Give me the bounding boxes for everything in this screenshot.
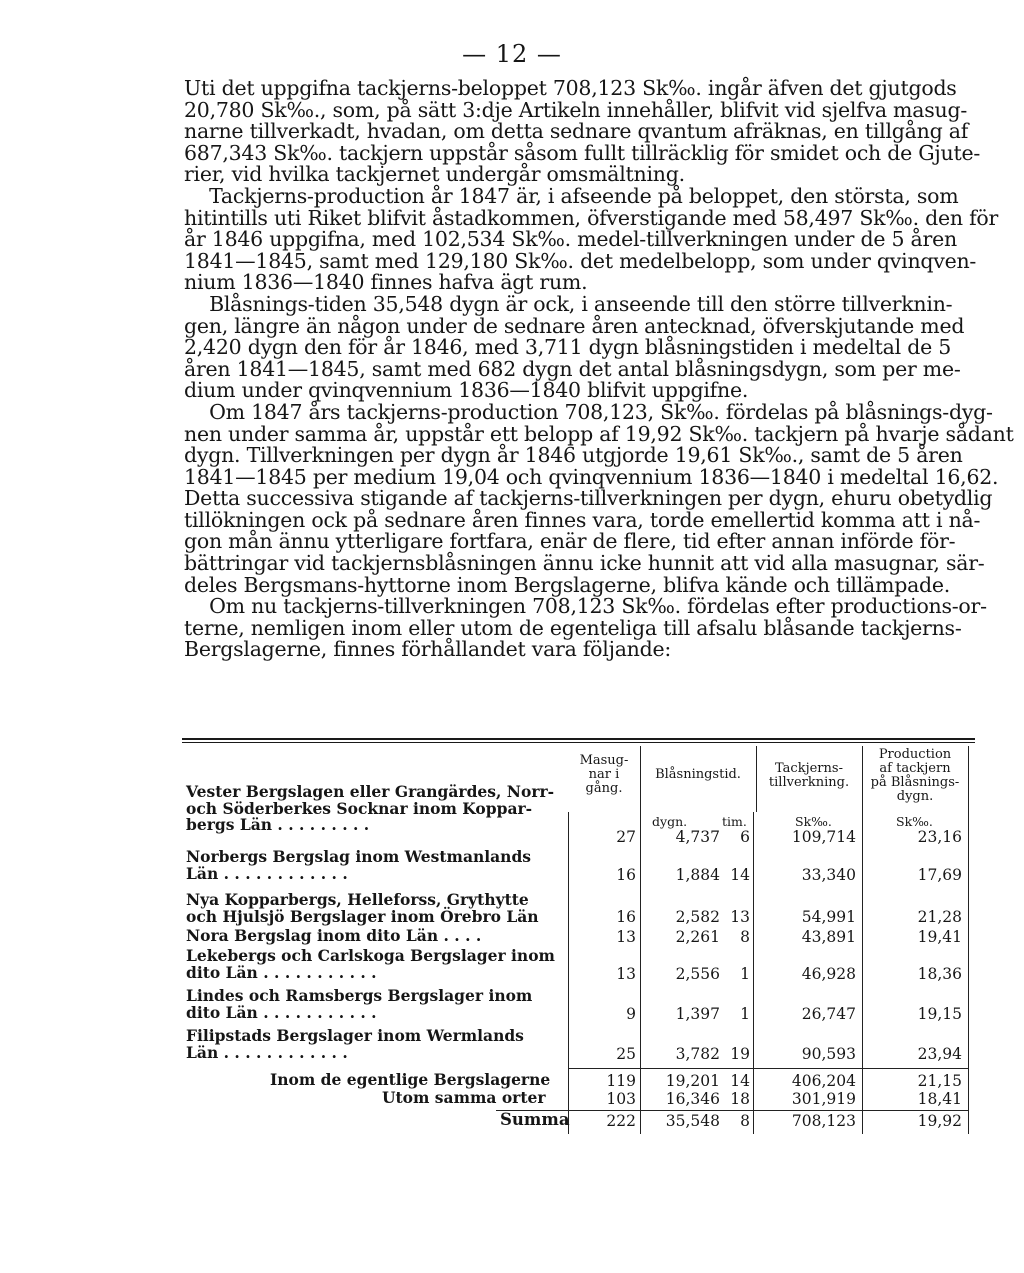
cell-tim: 1 xyxy=(740,965,750,983)
text-line: Detta successiva stigande af tackjerns-tillverkningen per dygn, ehuru obetydlig xyxy=(184,486,993,511)
table-row-label: Lindes och Ramsbergs Bergslager inom dito Län . . . . . . . . . . . xyxy=(186,986,533,1022)
cell-tim: 14 xyxy=(730,1072,750,1090)
text-line: Uti det uppgifna tackjerns-beloppet 708,123 Sk‰. ingår äfven det gjutgods xyxy=(184,76,957,100)
cell-dygn: 4,737 xyxy=(675,828,720,846)
table-row-label: Lekebergs och Carlskoga Bergslager inom dito Län . . . . . . . . . . . xyxy=(186,946,555,982)
cell-per-dygn: 21,28 xyxy=(917,908,962,926)
cell-dygn: 2,261 xyxy=(675,928,720,946)
cell-masugnar: 103 xyxy=(606,1090,636,1108)
text-line: terne, nemligen inom eller utom de egenteliga till afsalu blåsande tackjerns- xyxy=(184,615,962,640)
text-line: bättringar vid tackjernsblåsningen ännu icke hunnit att vid alla masugnar, sär- xyxy=(184,551,985,576)
text-line: gon mån ännu ytterligare fortfara, enär de flere, tid efter annan införde för- xyxy=(184,529,956,554)
text-line: deles Bergsmans-hyttorne inom Bergslagerne, blifva kände och tillämpade. xyxy=(184,572,951,597)
cell-per-dygn: 19,41 xyxy=(917,928,962,946)
cell-masugnar: 9 xyxy=(626,1005,636,1023)
cell-per-dygn: 19,92 xyxy=(917,1112,962,1130)
cell-tillverkning: 54,991 xyxy=(801,908,856,926)
cell-per-dygn: 18,41 xyxy=(917,1090,962,1108)
cell-masugnar: 27 xyxy=(616,828,636,846)
table-row-label: Norbergs Bergslag inom Westmanlands Län . . . . . . . . . . . . xyxy=(186,847,532,883)
cell-masugnar: 13 xyxy=(616,928,636,946)
header-production: Production af tackjern på Blåsnings- dygn. xyxy=(870,747,960,804)
table-row-label: Nora Bergslag inom dito Län . . . . xyxy=(186,926,482,945)
cell-per-dygn: 23,94 xyxy=(917,1045,962,1063)
cell-per-dygn: 17,69 xyxy=(917,866,962,884)
cell-per-dygn: 18,36 xyxy=(917,965,962,983)
unit-sk-per-dygn: Sk‰. xyxy=(896,814,933,829)
table-row-label: Filipstads Bergslager inom Wermlands Län . . . . . . . . . . . . xyxy=(186,1026,524,1062)
cell-dygn: 2,582 xyxy=(675,908,720,926)
cell-tim: 14 xyxy=(730,866,750,884)
cell-tim: 8 xyxy=(740,928,750,946)
header-blasningstid: Blåsningstid. xyxy=(655,767,741,782)
cell-dygn: 2,556 xyxy=(675,965,720,983)
page-number: — 12 — xyxy=(462,40,562,68)
text-line: 20,780 Sk‰., som, på sätt 3:dje Artikeln innehåller, blifvit vid sjelfva masug- xyxy=(184,97,967,122)
cell-masugnar: 13 xyxy=(616,965,636,983)
cell-dygn: 1,397 xyxy=(675,1005,720,1023)
table-row-label: Nya Kopparbergs, Helleforss, Grythytte och Hjulsjö Bergslager inom Örebro Län xyxy=(186,890,539,926)
cell-tillverkning: 90,593 xyxy=(801,1045,856,1063)
text-line: Bergslagerne, finnes förhållandet vara följande: xyxy=(184,637,672,662)
cell-tim: 6 xyxy=(740,828,750,846)
text-line: 687,343 Sk‰. tackjern uppstår såsom fullt tillräcklig för smidet och de Gjute- xyxy=(184,140,981,165)
text-line: narne tillverkadt, hvadan, om detta sednare qvantum afräknas, en tillgång af xyxy=(184,119,969,144)
column-line-dygn xyxy=(753,812,754,1134)
cell-tim: 19 xyxy=(730,1045,750,1063)
summa-label: Summa xyxy=(500,1110,570,1129)
cell-dygn: 3,782 xyxy=(675,1045,720,1063)
cell-per-dygn: 23,16 xyxy=(917,828,962,846)
cell-masugnar: 119 xyxy=(606,1072,636,1090)
text-line: Om 1847 års tackjerns-production 708,123, Sk‰. fördelas på blåsnings-dyg- xyxy=(184,399,993,424)
totals-rule xyxy=(568,1068,968,1069)
cell-tillverkning: 301,919 xyxy=(791,1090,856,1108)
production-table xyxy=(0,746,1024,1146)
cell-tillverkning: 708,123 xyxy=(791,1112,856,1130)
cell-masugnar: 16 xyxy=(616,908,636,926)
column-line-tillverkning xyxy=(862,746,863,1134)
text-line: dygn. Tillverkningen per dygn år 1846 utgjorde 19,61 Sk‰., samt de 5 åren xyxy=(184,443,963,468)
header-masugnar: Masug- nar i gång. xyxy=(579,753,629,796)
text-line: 2,420 dygn den för år 1846, med 3,711 dygn blåsningstiden i medeltal de 5 xyxy=(184,335,952,360)
table-row-label: Vester Bergslagen eller Grangärdes, Norr- och Söderberkes Socknar inom Koppar- bergs Län . . . . . . . . . xyxy=(186,782,555,835)
cell-dygn: 35,548 xyxy=(665,1112,720,1130)
text-line: nium 1836—1840 finnes hafva ägt rum. xyxy=(184,270,588,295)
header-tillverkning: Tackjerns- tillverkning. xyxy=(768,761,850,790)
text-line: dium under qvinqvennium 1836—1840 blifvit uppgifne. xyxy=(184,378,749,403)
column-line-stub xyxy=(568,812,569,1134)
text-line: Tackjerns-production år 1847 är, i afseende på beloppet, den största, som xyxy=(184,183,959,208)
column-line-right xyxy=(968,746,969,1134)
unit-tim: tim. xyxy=(722,814,747,829)
text-line: nen under samma år, uppstår ett belopp af 19,92 Sk‰. tackjern på hvarje sådant xyxy=(184,421,1014,446)
text-line: rier, vid hvilka tackjernet undergår omsmältning. xyxy=(184,162,685,187)
unit-sk-tillverkning: Sk‰. xyxy=(795,814,832,829)
totals-label: Inom de egentlige Bergslagerne xyxy=(270,1070,551,1089)
cell-tillverkning: 26,747 xyxy=(801,1005,856,1023)
cell-tillverkning: 43,891 xyxy=(801,928,856,946)
text-line: år 1846 uppgifna, med 102,534 Sk‰. medel-tillverkningen under de 5 åren xyxy=(184,227,957,252)
cell-masugnar: 16 xyxy=(616,866,636,884)
cell-tillverkning: 33,340 xyxy=(801,866,856,884)
text-line: hitintills uti Riket blifvit åstadkommen, öfverstigande med 58,497 Sk‰. den för xyxy=(184,205,999,230)
cell-tillverkning: 406,204 xyxy=(791,1072,856,1090)
table-top-rule-thin xyxy=(182,742,975,743)
cell-per-dygn: 19,15 xyxy=(917,1005,962,1023)
cell-tillverkning: 46,928 xyxy=(801,965,856,983)
text-line: Blåsnings-tiden 35,548 dygn är ock, i anseende till den större tillverknin- xyxy=(184,291,953,316)
totals-label: Utom samma orter xyxy=(382,1088,546,1107)
cell-dygn: 16,346 xyxy=(665,1090,720,1108)
cell-tim: 18 xyxy=(730,1090,750,1108)
cell-dygn: 19,201 xyxy=(665,1072,720,1090)
cell-tim: 1 xyxy=(740,1005,750,1023)
cell-tim: 13 xyxy=(730,908,750,926)
unit-dygn: dygn. xyxy=(652,814,688,829)
table-top-rule xyxy=(182,738,975,740)
text-line: 1841—1845 per medium 19,04 och qvinqvennium 1836—1840 i medeltal 16,62. xyxy=(184,464,999,489)
text-line: gen, längre än någon under de sednare åren antecknad, öfverskjutande med xyxy=(184,313,965,338)
cell-tillverkning: 109,714 xyxy=(791,828,856,846)
cell-masugnar: 25 xyxy=(616,1045,636,1063)
text-line: åren 1841—1845, samt med 682 dygn det antal blåsningsdygn, som per me- xyxy=(184,356,961,381)
cell-masugnar: 222 xyxy=(606,1112,636,1130)
text-line: Om nu tackjerns-tillverkningen 708,123 Sk‰. fördelas efter productions-or- xyxy=(184,594,987,619)
cell-per-dygn: 21,15 xyxy=(917,1072,962,1090)
body-text xyxy=(184,76,1014,662)
text-line: tillökningen ock på sednare åren finnes vara, torde emellertid komma att i nå- xyxy=(184,507,981,532)
cell-dygn: 1,884 xyxy=(675,866,720,884)
cell-tim: 8 xyxy=(740,1112,750,1130)
column-line-masugnar xyxy=(640,746,641,1134)
text-line: 1841—1845, samt med 129,180 Sk‰. det medelbelopp, som under qvinqven- xyxy=(184,248,977,273)
